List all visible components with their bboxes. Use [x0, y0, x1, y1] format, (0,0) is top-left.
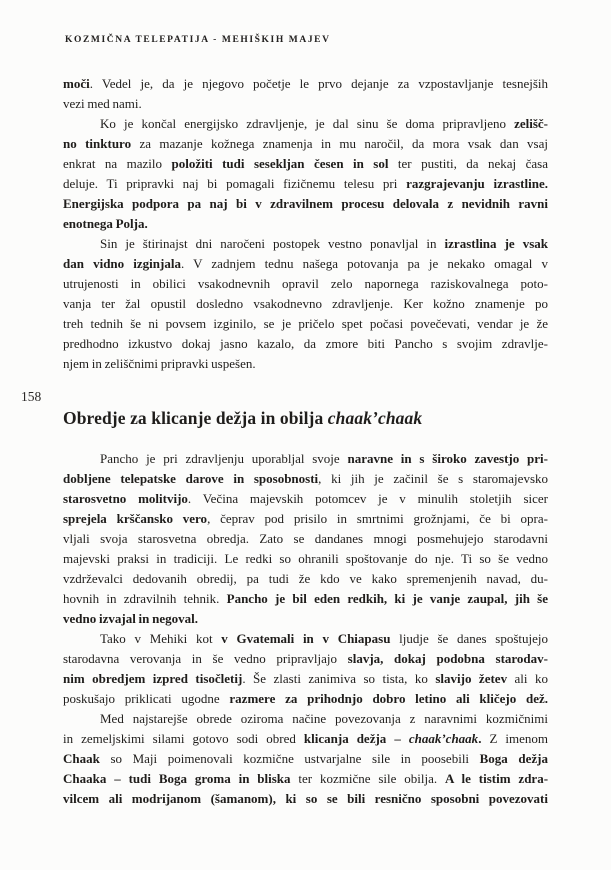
text-run: in zemeljskimi silami gotovo sodi obred — [63, 731, 304, 746]
text-line — [63, 74, 548, 94]
text-run: no tinkturo — [63, 136, 132, 151]
text-line — [63, 569, 548, 589]
text-run: starosvetno molitvijo — [63, 491, 188, 506]
running-head: KOZMIČNA TELEPATIJA - MEHIŠKIH MAJEV — [65, 35, 331, 45]
text-line — [63, 509, 548, 529]
text-run: moči — [63, 76, 90, 91]
text-line — [63, 114, 548, 134]
text-run: naravne in s široko zavestjo pri- — [347, 451, 548, 466]
text-run: za mazanje kožnega znamenja in mu naročil, da mora vsak dan vsaj — [131, 136, 548, 151]
text-line — [63, 649, 548, 669]
text-run: slavja, dokaj podobna starodav- — [347, 651, 548, 666]
text-run: vilcem ali modrijanom (šamanom), ki so se bili resnično sposobni povezovati — [63, 791, 548, 806]
text-run: hovnih in zdravilnih tehnik. — [63, 591, 227, 606]
text-run: . V zadnjem tednu našega potovanja pa je nekako omagal v — [180, 256, 548, 271]
text-line — [63, 174, 548, 194]
text-flow — [63, 74, 548, 809]
text-run: enotnega Polja. — [63, 216, 148, 231]
text-line — [63, 669, 548, 689]
text-line — [63, 609, 548, 629]
text-line — [63, 529, 548, 549]
text-run: A le tistim zdra- — [445, 771, 548, 786]
text-run: treh tednih še ni povsem izginilo, se je pričelo spet počasi povečevati, vendar je že — [63, 316, 548, 331]
text-run: Z imenom — [481, 731, 548, 746]
text-run: razmere za prihodnjo dobro letino ali kličejo dež. — [229, 691, 548, 706]
text-run: zelišč- — [514, 116, 548, 131]
text-run: utrujenosti in obilici vsakodnevnih opravil zelo napornega raziskovalnega poto- — [63, 276, 548, 291]
text-run: . Večina majevskih potomcev je v minulih stoletjih sicer — [187, 491, 548, 506]
text-line — [63, 489, 548, 509]
text-run: , ki jih je začinil še s staromajevsko — [318, 471, 548, 486]
text-line — [63, 194, 548, 214]
paragraph — [63, 234, 548, 374]
text-run: Tako v Mehiki kot — [100, 631, 222, 646]
text-line — [63, 769, 548, 789]
text-run: Sin je štirinajst dni naročeni postopek vestno ponavljal in — [100, 236, 445, 251]
text-run: izrastlina je vsak — [444, 236, 548, 251]
text-run: chaak’chaak — [408, 731, 479, 746]
text-run: Obredje za klicanje dežja in obilja — [63, 408, 328, 428]
text-line — [63, 254, 548, 274]
text-run: vljali svoja starosvetna obredja. Zato se dandanes mnogi posmehujejo starodavni — [63, 531, 548, 546]
text-run: vedno izvajal in negoval. — [63, 611, 199, 626]
text-run: sprejela krščansko vero — [63, 511, 208, 526]
text-run: chaak’chaak — [327, 408, 423, 428]
text-run: starodavna verovanja in še vedno pripravljajo — [63, 651, 348, 666]
page-number: 158 — [21, 389, 42, 404]
text-run: Chaaka – tudi Boga groma in bliska — [63, 771, 291, 786]
text-line — [63, 729, 548, 749]
text-run: majevski praksi in tradiciji. Le redki so ohranili spoštovanje do nje. Ti so še vedno — [63, 551, 548, 566]
text-line — [63, 789, 548, 809]
text-run: enkrat na mazilo — [63, 156, 172, 171]
text-run: ter pustiti, da nekaj časa — [388, 156, 548, 171]
text-line — [63, 314, 548, 334]
text-run: položiti tudi sesekljan česen in sol — [171, 156, 389, 171]
text-line — [63, 294, 548, 314]
text-run: . — [478, 731, 482, 746]
text-line — [63, 354, 548, 374]
text-run: , čeprav pod prisilo in smrtnimi grožnjami, če bi opra- — [207, 511, 548, 526]
text-run: dobljene telepatske darove in sposobnosti — [63, 471, 319, 486]
text-line — [63, 749, 548, 769]
text-run: poskušajo priklicati ugodne — [63, 691, 230, 706]
text-run: deluje. Ti pripravki naj bi pomagali fizičnemu telesu pri — [63, 176, 407, 191]
text-run: slavijo žetev — [435, 671, 508, 686]
text-run: . Še zlasti zanimiva so tista, ko — [242, 671, 436, 686]
text-run: Energijska podpora pa naj bi v zdravilnem procesu delovala z nevidnih ravni — [63, 196, 548, 211]
text-run: ali ko — [507, 671, 548, 686]
paragraph — [63, 114, 548, 234]
text-run: nim obredjem izpred tisočletij — [63, 671, 243, 686]
text-run: Chaak — [63, 751, 100, 766]
text-line — [63, 334, 548, 354]
text-run: Ko je končal energijsko zdravljenje, je dal sinu še doma pripravljeno — [100, 116, 515, 131]
text-line — [63, 449, 548, 469]
text-run: klicanja dežja – — [303, 731, 409, 746]
text-line — [63, 709, 548, 729]
text-run: ter kozmične sile obilja. — [290, 771, 446, 786]
text-line — [63, 589, 548, 609]
paragraph — [63, 709, 548, 809]
text-line — [63, 134, 548, 154]
text-run: so Maji poimenovali kozmične ustvarjalne sile in poosebili — [99, 751, 480, 766]
text-line — [63, 154, 548, 174]
paragraph — [63, 449, 548, 629]
section-heading — [63, 405, 548, 431]
text-line — [63, 214, 548, 234]
text-run: ljudje še danes spoštujejo — [390, 631, 548, 646]
text-run: Med najstarejše obrede oziroma načine povezovanja z naravnimi kozmičnimi — [100, 711, 548, 726]
text-run: . Vedel je, da je njegovo početje le prvo dejanje za vzpostavljanje tesnejših — [89, 76, 548, 91]
text-run: v Gvatemali in v Chiapasu — [221, 631, 391, 646]
text-line — [63, 629, 548, 649]
text-run: vzdrževalci dedovanih obredij, pa tudi že kdo ve kako spremenjenih navad, du- — [63, 571, 548, 586]
text-run: razgrajevanju izrastline. — [406, 176, 548, 191]
text-line — [63, 549, 548, 569]
text-line — [63, 234, 548, 254]
text-run: vanja ter žal opustil dosledno vsakodnevno zdravljenje. Ker kožno znamenje po — [63, 296, 548, 311]
text-run: Pancho je bil eden redkih, ki je vanje zaupal, jih še — [226, 591, 548, 606]
text-run: njem in zeliščnimi pripravki uspešen. — [63, 356, 256, 371]
text-run: dan vidno izginjala — [63, 256, 181, 271]
text-run: Boga dežja — [479, 751, 548, 766]
text-line — [63, 469, 548, 489]
paragraph — [63, 629, 548, 709]
text-line — [63, 274, 548, 294]
text-run: predhodno izkustvo dokaj jasno kazalo, da zmore biti Pancho s svojim zdravlje- — [63, 336, 548, 351]
text-line — [63, 94, 548, 114]
paragraph — [63, 74, 548, 114]
text-run: vezi med nami. — [63, 96, 142, 111]
text-line — [63, 689, 548, 709]
text-run: Pancho je pri zdravljenju uporabljal svoje — [100, 451, 348, 466]
